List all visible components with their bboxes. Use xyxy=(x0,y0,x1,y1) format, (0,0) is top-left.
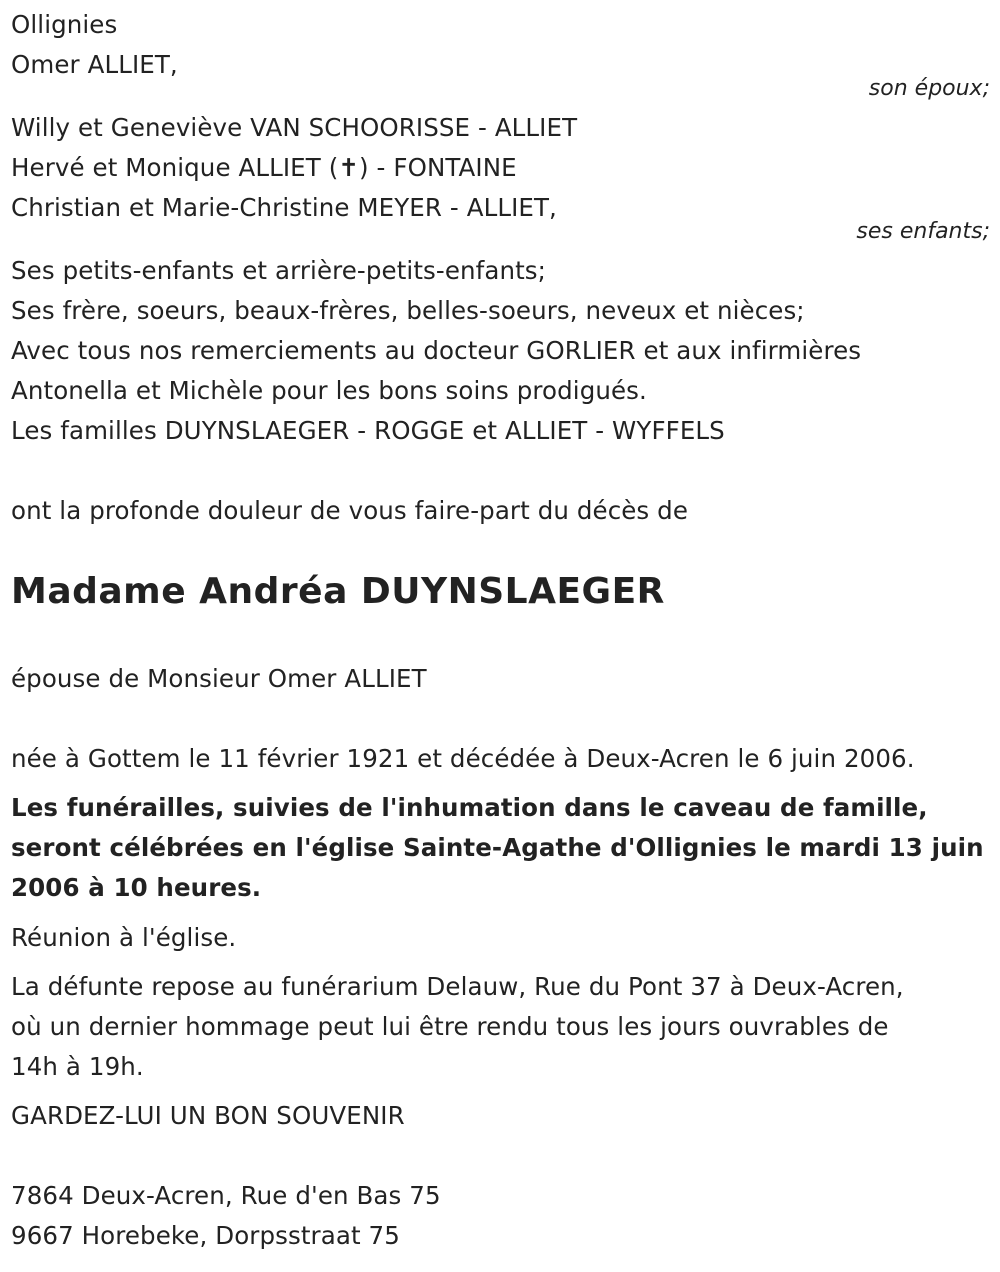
family-line-1: Ses petits-enfants et arrière-petits-enfants; xyxy=(11,256,547,285)
family-line-3: Avec tous nos remerciements au docteur GORLIER et aux infirmières xyxy=(11,336,862,365)
family-line-4: Antonella et Michèle pour les bons soins prodigués. xyxy=(11,376,647,405)
family-line-5: Les familles DUYNSLAEGER - ROGGE et ALLIET - WYFFELS xyxy=(11,416,725,445)
announcement-text: ont la profonde douleur de vous faire-part du décès de xyxy=(11,496,689,525)
place-name: Ollignies xyxy=(11,10,118,39)
address-line-2: 9667 Horebeke, Dorpsstraat 75 xyxy=(11,1221,400,1250)
spouse-name: Omer ALLIET, xyxy=(11,50,178,79)
repose-line-2: où un dernier hommage peut lui être rendu tous les jours ouvrables de xyxy=(11,1012,889,1041)
repose-line-3: 14h à 19h. xyxy=(11,1052,144,1081)
funeral-line-3: 2006 à 10 heures. xyxy=(11,873,262,902)
closing-text: GARDEZ-LUI UN BON SOUVENIR xyxy=(11,1101,405,1130)
deceased-name: Madame Andréa DUYNSLAEGER xyxy=(11,571,665,612)
funeral-line-2: seront célébrées en l'église Sainte-Agathe d'Ollignies le mardi 13 juin xyxy=(11,833,984,862)
child-line-2: Hervé et Monique ALLIET (✝) - FONTAINE xyxy=(11,153,517,182)
repose-line-1: La défunte repose au funérarium Delauw, Rue du Pont 37 à Deux-Acren, xyxy=(11,972,904,1001)
funeral-line-1: Les funérailles, suivies de l'inhumation dans le caveau de famille, xyxy=(11,793,928,822)
address-line-1: 7864 Deux-Acren, Rue d'en Bas 75 xyxy=(11,1181,441,1210)
child-line-3: Christian et Marie-Christine MEYER - ALLIET, xyxy=(11,193,557,222)
child-line-1: Willy et Geneviève VAN SCHOORISSE - ALLIET xyxy=(11,113,578,142)
spouse-role: son époux; xyxy=(868,76,990,101)
birth-death-text: née à Gottem le 11 février 1921 et décédée à Deux-Acren le 6 juin 2006. xyxy=(11,744,915,773)
spouse-of-text: épouse de Monsieur Omer ALLIET xyxy=(11,664,427,693)
family-line-2: Ses frère, soeurs, beaux-frères, belles-soeurs, neveux et nièces; xyxy=(11,296,805,325)
meeting-text: Réunion à l'église. xyxy=(11,923,237,952)
children-role: ses enfants; xyxy=(856,219,990,244)
